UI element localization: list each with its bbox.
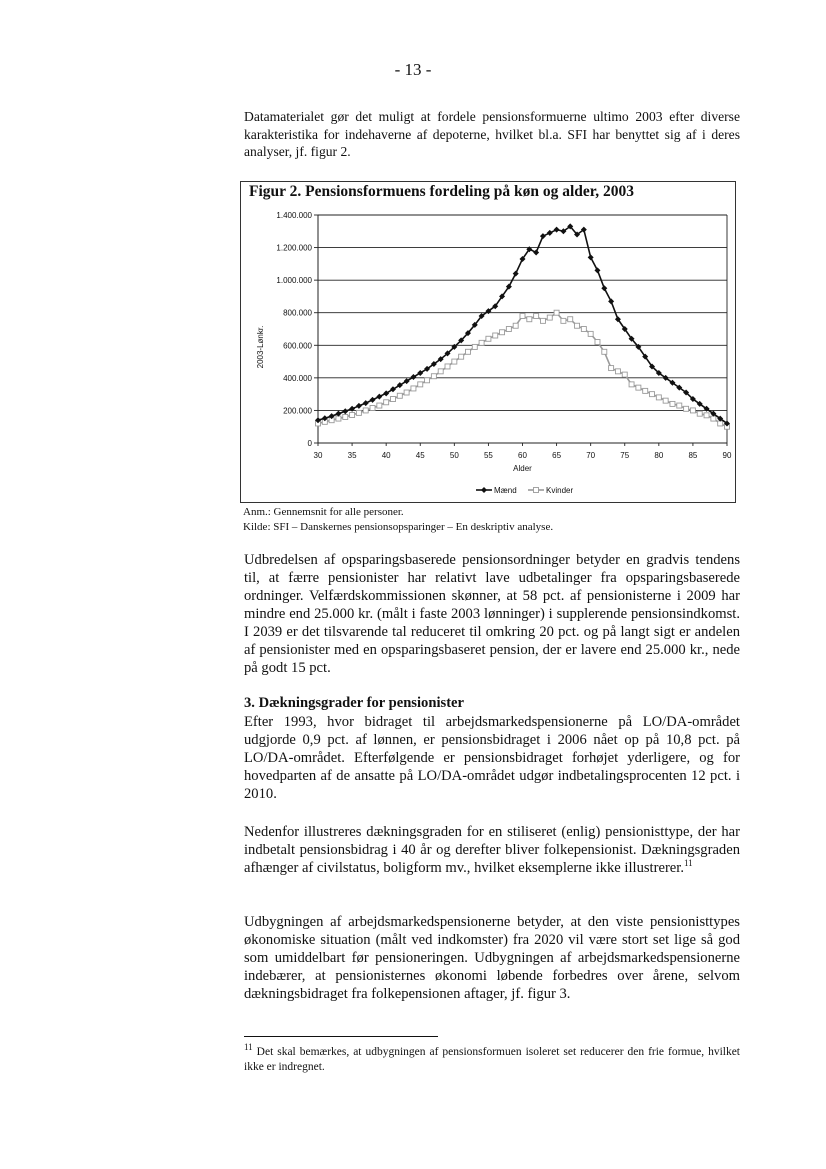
grid-layer <box>318 215 727 443</box>
page-number: - 13 - <box>394 60 432 79</box>
data-point <box>594 267 600 273</box>
legend-label: Mænd <box>494 486 517 495</box>
data-point <box>438 369 443 374</box>
x-tick-label: 90 <box>722 451 732 460</box>
figure-notes <box>243 505 743 534</box>
data-point <box>554 310 559 315</box>
data-point <box>547 230 553 236</box>
footnote-reference: 11 <box>684 858 693 869</box>
data-point <box>540 233 546 239</box>
data-point <box>670 401 675 406</box>
paragraph-1: Udbredelsen af opsparingsbaserede pensionsordninger betyder en gradvis tendens til, at færre pensionister har relativt lave udbetalinger fra opsparingsbaserede ordninger. Velfærdskommissionen skønner, at 58 pct. af pensionisterne i 2009 har mindre end 25.000 kr. (målt i faste 2003 lønninger) i supplerende pensionsindkomst. I 2039 er det tilsvarende tal reduceret til omkring 20 pct. og på langt sigt er andelen af pensionister med en opsparingsbaseret pension, der er lavere end 25.000 kr., nede på godt 15 pct. <box>244 552 740 676</box>
data-point <box>595 340 600 345</box>
axis-layer <box>256 211 732 473</box>
data-point <box>561 318 566 323</box>
data-point <box>404 390 409 395</box>
data-point <box>704 413 709 418</box>
data-point <box>547 315 552 320</box>
x-tick-label: 75 <box>620 451 630 460</box>
data-point <box>506 327 511 332</box>
legend-label: Kvinder <box>546 486 574 495</box>
data-point <box>650 392 655 397</box>
section-heading: 3. Dækningsgrader for pensionister <box>244 695 465 711</box>
data-point <box>677 403 682 408</box>
data-point <box>533 249 539 255</box>
data-point <box>342 408 348 414</box>
data-point <box>663 398 668 403</box>
data-point <box>554 227 560 233</box>
data-point <box>363 400 369 406</box>
data-point <box>452 359 457 364</box>
data-point <box>479 340 484 345</box>
data-point <box>636 385 641 390</box>
data-point <box>465 349 470 354</box>
x-tick-label: 60 <box>518 451 527 460</box>
legend-marker <box>481 487 487 493</box>
data-point <box>418 382 423 387</box>
data-point <box>608 298 614 304</box>
data-point <box>581 327 586 332</box>
data-point <box>486 336 491 341</box>
y-tick-label: 800.000 <box>283 308 312 318</box>
y-axis-label: 2003-Lønkr. <box>256 325 265 369</box>
data-point <box>622 372 627 377</box>
y-tick-label: 0 <box>307 439 312 448</box>
legend-layer <box>476 486 573 495</box>
data-point <box>588 331 593 336</box>
figure-source: Kilde: SFI – Danskernes pensionsopsparinger – En deskriptiv analyse. <box>243 520 554 533</box>
data-point <box>540 318 545 323</box>
data-point <box>370 405 375 410</box>
intro-paragraph: Datamaterialet gør det muligt at fordele pensionsformuerne ultimo 2003 efter diverse karakteristika for indehaverne af depoterne, hvilket bl.a. SFI har benyttet sig af i deres analyser, jf. figur 2. <box>244 109 740 159</box>
y-tick-label: 1.400.000 <box>276 211 312 220</box>
line-chart <box>241 182 735 502</box>
y-tick-label: 200.000 <box>283 406 312 416</box>
data-point <box>350 412 355 417</box>
data-point <box>601 285 607 291</box>
data-point <box>629 382 634 387</box>
footnote <box>244 1042 741 1075</box>
legend-marker <box>534 488 539 493</box>
paragraph-2: Efter 1993, hvor bidraget til arbejdsmarkedspensionerne på LO/DA-området udgjorde 0,9 pct. af lønnen, er pensionsbidraget i 2006 nået op på 10,8 pct. på LO/DA-området. Efterfølgende er pensionsbidraget forhøjet yderligere, og for hovedparten af de ansatte på LO/DA-området udgør indbetalingsprocenten 12 pct. i 2010. <box>244 714 740 802</box>
x-tick-label: 40 <box>381 451 391 460</box>
x-tick-label: 50 <box>449 451 459 460</box>
data-point <box>568 317 573 322</box>
x-tick-label: 80 <box>654 451 664 460</box>
figure-note: Anm.: Gennemsnit for alle personer. <box>243 506 404 518</box>
data-point <box>376 394 382 400</box>
data-point <box>643 388 648 393</box>
data-point <box>377 403 382 408</box>
x-axis-label: Alder <box>513 464 532 473</box>
data-point <box>336 416 341 421</box>
data-point <box>588 254 594 260</box>
x-tick-label: 85 <box>688 451 698 460</box>
data-point <box>500 330 505 335</box>
data-point <box>384 400 389 405</box>
data-point <box>520 313 525 318</box>
data-point <box>718 421 723 426</box>
data-point <box>575 323 580 328</box>
data-point <box>425 378 430 383</box>
data-point <box>684 406 689 411</box>
x-tick-label: 55 <box>483 451 493 460</box>
series-line-kvinder <box>318 313 727 427</box>
x-tick-label: 45 <box>415 451 425 460</box>
data-point <box>411 386 416 391</box>
x-tick-label: 35 <box>347 451 357 460</box>
data-point <box>534 313 539 318</box>
data-point <box>472 344 477 349</box>
data-point <box>363 408 368 413</box>
footnote-text: Det skal bemærkes, at udbygningen af pensionsformuen isoleret set reducerer den frie formue, hvilket ikke er indregnet. <box>244 1046 741 1073</box>
data-point <box>609 366 614 371</box>
data-point <box>527 317 532 322</box>
x-tick-label: 30 <box>313 451 323 460</box>
data-point <box>390 397 395 402</box>
data-point <box>615 369 620 374</box>
paragraph-3-text: Nedenfor illustreres dækningsgraden for en stiliseret (enlig) pensionisttype, der har indbetalt pensionsbidrag i 40 år og derefter bliver folkepensionist. Dækningsgraden afhænger af civilstatus, boligform mv., hvilket eksemplerne ikke illustrerer. <box>244 824 740 876</box>
data-point <box>431 374 436 379</box>
footnote-number: 11 <box>244 1042 253 1053</box>
paragraph-4: Udbygningen af arbejdsmarkedspensionerne betyder, at den viste pensionisttypes økonomiske situation (målt ved indkomster) fra 2020 vil være stort set lige så god som umiddelbart før pensioneringen. Udbygningen af arbejdsmarkedspensionerne indebærer, at pensionisternes økonomi løbende forbedres over årene, selvom dækningsbidraget fra folkepensionen aftager, jf. figur 3. <box>244 914 740 1002</box>
y-tick-label: 600.000 <box>283 341 312 351</box>
data-point <box>459 354 464 359</box>
figure-box <box>240 181 736 503</box>
data-point <box>343 414 348 419</box>
y-tick-label: 1.200.000 <box>276 243 312 253</box>
data-point <box>356 410 361 415</box>
data-point <box>493 333 498 338</box>
data-point <box>711 416 716 421</box>
figure-title: Figur 2. Pensionsformuens fordeling på køn og alder, 2003 <box>249 183 634 200</box>
data-point <box>356 403 362 409</box>
x-tick-label: 65 <box>552 451 562 460</box>
x-tick-label: 70 <box>586 451 596 460</box>
y-tick-label: 400.000 <box>283 373 312 383</box>
data-point <box>513 271 519 277</box>
series-layer <box>315 223 730 429</box>
y-tick-label: 1.000.000 <box>276 276 312 286</box>
data-point <box>370 397 376 403</box>
data-point <box>445 364 450 369</box>
data-point <box>656 395 661 400</box>
data-point <box>513 323 518 328</box>
paragraph-3 <box>244 823 740 877</box>
data-point <box>690 408 695 413</box>
data-point <box>697 411 702 416</box>
data-point <box>602 349 607 354</box>
data-point <box>397 393 402 398</box>
data-point <box>349 406 355 412</box>
footnote-divider <box>244 1036 438 1037</box>
